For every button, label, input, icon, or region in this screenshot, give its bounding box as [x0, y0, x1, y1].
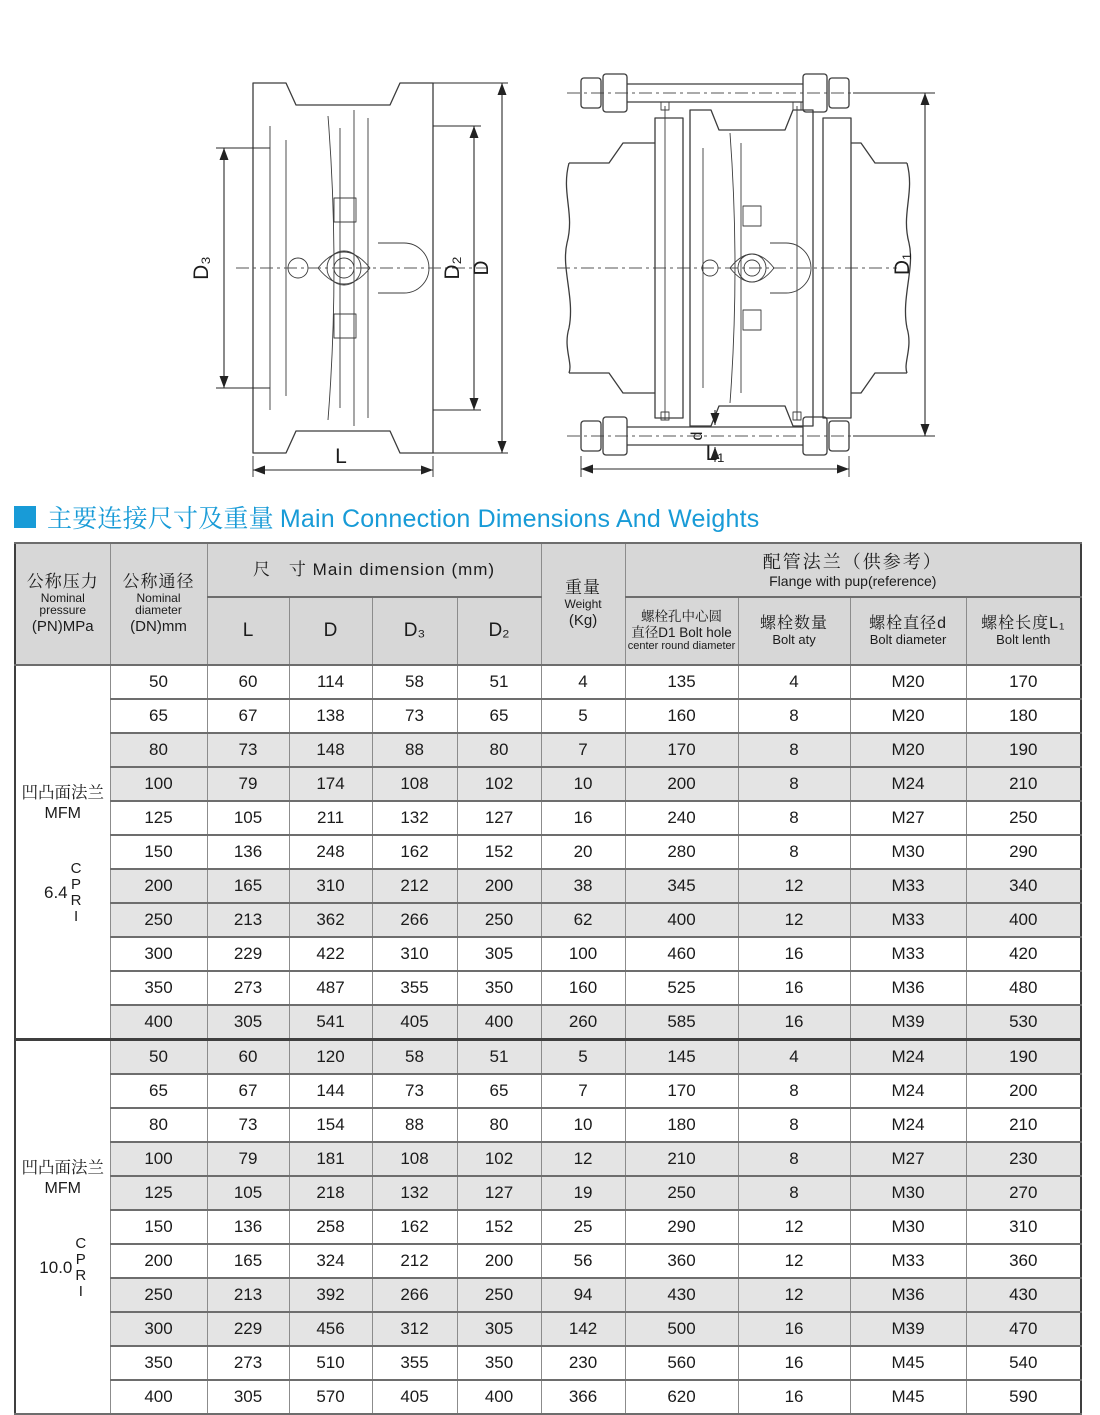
table-cell: 50 [110, 1040, 207, 1075]
table-cell: 456 [289, 1312, 372, 1346]
table-row [15, 835, 1081, 869]
header-dim-D2: D₂ [457, 597, 541, 665]
table-cell: 405 [372, 1005, 457, 1040]
table-cell: 108 [372, 1142, 457, 1176]
table-cell: 73 [372, 1074, 457, 1108]
table-cell: 180 [625, 1108, 738, 1142]
table-cell: 154 [289, 1108, 372, 1142]
table-cell: 145 [625, 1040, 738, 1075]
table-cell: M30 [850, 1176, 966, 1210]
section-title-zh: 主要连接尺寸及重量 [47, 505, 274, 533]
table-cell: 340 [966, 869, 1081, 903]
table-cell: 360 [966, 1244, 1081, 1278]
table-cell: 350 [110, 1346, 207, 1380]
table-cell: M36 [850, 971, 966, 1005]
table-cell: 12 [738, 1278, 850, 1312]
table-cell: 422 [289, 937, 372, 971]
table-cell: 125 [110, 1176, 207, 1210]
table-row [15, 1005, 1081, 1040]
header-nominal-diameter: 公称通径 Nominal diameter (DN)mm [110, 543, 207, 665]
table-cell: 12 [738, 903, 850, 937]
table-cell: M30 [850, 835, 966, 869]
table-cell: 16 [738, 1380, 850, 1414]
table-cell: 240 [625, 801, 738, 835]
table-cell: 200 [625, 767, 738, 801]
table-cell: 16 [738, 1312, 850, 1346]
table-cell: 8 [738, 1142, 850, 1176]
table-cell: 312 [372, 1312, 457, 1346]
table-cell: 470 [966, 1312, 1081, 1346]
table-cell: 250 [457, 1278, 541, 1312]
header-nominal-pressure: 公称压力 Nominal pressure (PN)MPa [15, 543, 110, 665]
table-cell: M30 [850, 1210, 966, 1244]
table-cell: 25 [541, 1210, 625, 1244]
pressure-series-label: 10.0 C P R I [39, 1234, 87, 1301]
table-cell: 132 [372, 801, 457, 835]
header-bolt-qty: 螺栓数量 Bolt aty [738, 597, 850, 665]
table-cell: M45 [850, 1346, 966, 1380]
table-cell: 4 [738, 665, 850, 699]
dim-label-d1: D₁ [891, 252, 914, 276]
table-cell: 500 [625, 1312, 738, 1346]
table-cell: 79 [207, 1142, 289, 1176]
table-cell: 250 [110, 1278, 207, 1312]
header-dim-L: L [207, 597, 289, 665]
table-cell: 350 [457, 1346, 541, 1380]
table-cell: 400 [110, 1380, 207, 1414]
table-cell: 174 [289, 767, 372, 801]
table-cell: 79 [207, 767, 289, 801]
table-cell: 51 [457, 1040, 541, 1075]
table-cell: 229 [207, 937, 289, 971]
table-cell: 200 [110, 869, 207, 903]
table-cell: 62 [541, 903, 625, 937]
table-row [15, 1108, 1081, 1142]
table-cell: 585 [625, 1005, 738, 1040]
table-cell: 4 [738, 1040, 850, 1075]
table-cell: 8 [738, 733, 850, 767]
header-dim-D: D [289, 597, 372, 665]
section-title-en: Main Connection Dimensions And Weights [279, 505, 760, 533]
table-cell: 12 [738, 1210, 850, 1244]
section-bullet-icon [14, 506, 36, 528]
table-cell: 144 [289, 1074, 372, 1108]
table-cell: 7 [541, 1074, 625, 1108]
table-cell: 400 [110, 1005, 207, 1040]
table-cell: 150 [110, 1210, 207, 1244]
table-cell: 38 [541, 869, 625, 903]
table-cell: 100 [110, 767, 207, 801]
table-cell: 160 [541, 971, 625, 1005]
table-cell: 16 [541, 801, 625, 835]
table-cell: M45 [850, 1380, 966, 1414]
table-cell: M33 [850, 937, 966, 971]
table-cell: 460 [625, 937, 738, 971]
table-cell: 102 [457, 767, 541, 801]
table-cell: 65 [457, 699, 541, 733]
dim-label-d3: D₃ [190, 256, 213, 280]
table-cell: 248 [289, 835, 372, 869]
table-cell: 80 [457, 733, 541, 767]
table-cell: 200 [966, 1074, 1081, 1108]
table-cell: 50 [110, 665, 207, 699]
table-cell: 266 [372, 1278, 457, 1312]
table-cell: 80 [110, 1108, 207, 1142]
table-cell: 525 [625, 971, 738, 1005]
table-cell: 487 [289, 971, 372, 1005]
table-cell: 305 [457, 937, 541, 971]
table-cell: 541 [289, 1005, 372, 1040]
header-bolt-hole-circle: 螺栓孔中心圆 直径D1 Bolt hole center round diameter [625, 597, 738, 665]
table-row [15, 869, 1081, 903]
header-weight: 重量 Weight (Kg) [541, 543, 625, 665]
table-cell: 165 [207, 869, 289, 903]
table-row [15, 1244, 1081, 1278]
table-row [15, 1176, 1081, 1210]
table-cell: 355 [372, 1346, 457, 1380]
table-cell: 350 [110, 971, 207, 1005]
table-cell: 218 [289, 1176, 372, 1210]
table-cell: M33 [850, 1244, 966, 1278]
table-cell: 273 [207, 1346, 289, 1380]
table-cell: 152 [457, 1210, 541, 1244]
table-cell: 136 [207, 1210, 289, 1244]
table-cell: 150 [110, 835, 207, 869]
table-cell: M36 [850, 1278, 966, 1312]
table-cell: 88 [372, 1108, 457, 1142]
table-cell: 570 [289, 1380, 372, 1414]
table-cell: 290 [966, 835, 1081, 869]
table-cell: 212 [372, 1244, 457, 1278]
table-cell: 200 [110, 1244, 207, 1278]
table-cell: 58 [372, 1040, 457, 1075]
table-row [15, 733, 1081, 767]
dim-label-l: L [335, 445, 347, 468]
table-cell: 560 [625, 1346, 738, 1380]
table-cell: 65 [110, 699, 207, 733]
table-cell: 100 [110, 1142, 207, 1176]
table-cell: 16 [738, 971, 850, 1005]
table-cell: 105 [207, 1176, 289, 1210]
table-cell: 250 [110, 903, 207, 937]
table-cell: 210 [966, 1108, 1081, 1142]
table-cell: 60 [207, 1040, 289, 1075]
table-cell: 620 [625, 1380, 738, 1414]
table-row [15, 937, 1081, 971]
table-cell: M24 [850, 1108, 966, 1142]
table-cell: 8 [738, 1176, 850, 1210]
table-cell: 12 [738, 869, 850, 903]
dim-label-l1: L₁ [705, 442, 725, 465]
table-cell: 229 [207, 1312, 289, 1346]
table-cell: 65 [110, 1074, 207, 1108]
table-cell: 260 [541, 1005, 625, 1040]
table-cell: 162 [372, 835, 457, 869]
table-row [15, 1040, 1081, 1075]
table-cell: 160 [625, 699, 738, 733]
table-cell: 270 [966, 1176, 1081, 1210]
table-cell: 210 [966, 767, 1081, 801]
table-cell: 142 [541, 1312, 625, 1346]
table-cell: 105 [207, 801, 289, 835]
table-cell: 213 [207, 1278, 289, 1312]
table-cell: 258 [289, 1210, 372, 1244]
table-header [15, 543, 1081, 665]
valve-installed-view-drawing [545, 48, 945, 480]
table-cell: 213 [207, 903, 289, 937]
table-cell: 355 [372, 971, 457, 1005]
table-cell: 8 [738, 835, 850, 869]
table-row [15, 1380, 1081, 1414]
table-cell: 211 [289, 801, 372, 835]
table-cell: 125 [110, 801, 207, 835]
table-cell: 212 [372, 869, 457, 903]
table-cell: 152 [457, 835, 541, 869]
table-cell: 80 [457, 1108, 541, 1142]
section-title [47, 499, 759, 535]
table-cell: M20 [850, 665, 966, 699]
table-cell: M20 [850, 733, 966, 767]
table-cell: 530 [966, 1005, 1081, 1040]
technical-drawings [0, 0, 1100, 498]
table-cell: 350 [457, 971, 541, 1005]
table-cell: 170 [966, 665, 1081, 699]
table-cell: 230 [966, 1142, 1081, 1176]
table-cell: 360 [625, 1244, 738, 1278]
table-row [15, 1210, 1081, 1244]
table-cell: 273 [207, 971, 289, 1005]
table-cell: 230 [541, 1346, 625, 1380]
flange-face-label: 凹凸面法兰 MFM [21, 783, 104, 822]
table-cell: 345 [625, 869, 738, 903]
row-group-label [15, 665, 110, 1040]
table-cell: 590 [966, 1380, 1081, 1414]
table-cell: 170 [625, 733, 738, 767]
table-cell: 19 [541, 1176, 625, 1210]
table-cell: 136 [207, 835, 289, 869]
header-dim-D3: D₃ [372, 597, 457, 665]
table-cell: 51 [457, 665, 541, 699]
table-cell: 5 [541, 699, 625, 733]
table-cell: M24 [850, 1040, 966, 1075]
table-cell: 8 [738, 1074, 850, 1108]
table-cell: 280 [625, 835, 738, 869]
dim-label-d: D [470, 260, 493, 276]
table-cell: 67 [207, 699, 289, 733]
table-cell: 8 [738, 699, 850, 733]
table-cell: 127 [457, 1176, 541, 1210]
table-cell: 10 [541, 1108, 625, 1142]
table-cell: 300 [110, 1312, 207, 1346]
header-bolt-diameter: 螺栓直径d Bolt diameter [850, 597, 966, 665]
table-cell: 181 [289, 1142, 372, 1176]
table-cell: 420 [966, 937, 1081, 971]
table-cell: M39 [850, 1005, 966, 1040]
table-cell: 250 [625, 1176, 738, 1210]
table-cell: 148 [289, 733, 372, 767]
table-cell: 210 [625, 1142, 738, 1176]
table-cell: 162 [372, 1210, 457, 1244]
table-cell: 430 [625, 1278, 738, 1312]
table-cell: 80 [110, 733, 207, 767]
table-cell: 88 [372, 733, 457, 767]
table-cell: 73 [207, 733, 289, 767]
table-row [15, 971, 1081, 1005]
table-cell: 100 [541, 937, 625, 971]
table-cell: 480 [966, 971, 1081, 1005]
pressure-series-label: 6.4 C P R I [44, 859, 82, 926]
table-row [15, 699, 1081, 733]
table-cell: 366 [541, 1380, 625, 1414]
table-cell: 165 [207, 1244, 289, 1278]
table-cell: 16 [738, 937, 850, 971]
table-cell: 65 [457, 1074, 541, 1108]
row-group-label [15, 1040, 110, 1415]
table-cell: 400 [625, 903, 738, 937]
table-cell: 73 [207, 1108, 289, 1142]
table-cell: 73 [372, 699, 457, 733]
table-cell: 114 [289, 665, 372, 699]
table-cell: 12 [541, 1142, 625, 1176]
table-row [15, 767, 1081, 801]
table-cell: 305 [207, 1005, 289, 1040]
header-main-dimension-group: 尺 寸 Main dimension (mm) [207, 543, 541, 597]
table-cell: M33 [850, 903, 966, 937]
section-title-row [14, 502, 1100, 532]
table-cell: M24 [850, 1074, 966, 1108]
table-cell: 305 [457, 1312, 541, 1346]
table-cell: 67 [207, 1074, 289, 1108]
table-cell: 94 [541, 1278, 625, 1312]
table-cell: 250 [457, 903, 541, 937]
table-cell: 430 [966, 1278, 1081, 1312]
valve-side-view-drawing [178, 58, 508, 478]
table-cell: 16 [738, 1346, 850, 1380]
table-cell: 58 [372, 665, 457, 699]
table-cell: 190 [966, 733, 1081, 767]
table-cell: 5 [541, 1040, 625, 1075]
table-body [15, 665, 1081, 1414]
table-cell: 300 [110, 937, 207, 971]
table-cell: 8 [738, 801, 850, 835]
table-row [15, 1142, 1081, 1176]
table-cell: 200 [457, 869, 541, 903]
table-cell: 190 [966, 1040, 1081, 1075]
table-cell: 510 [289, 1346, 372, 1380]
table-cell: 400 [457, 1380, 541, 1414]
table-cell: M27 [850, 801, 966, 835]
table-cell: 108 [372, 767, 457, 801]
dim-label-d2: D₂ [441, 256, 464, 280]
table-cell: 20 [541, 835, 625, 869]
table-row [15, 1074, 1081, 1108]
table-cell: 362 [289, 903, 372, 937]
table-cell: 266 [372, 903, 457, 937]
table-cell: 400 [457, 1005, 541, 1040]
table-cell: 305 [207, 1380, 289, 1414]
table-row [15, 1278, 1081, 1312]
table-cell: 120 [289, 1040, 372, 1075]
table-row [15, 1346, 1081, 1380]
table-row [15, 903, 1081, 937]
table-cell: 8 [738, 1108, 850, 1142]
table-cell: 56 [541, 1244, 625, 1278]
header-flange-group: 配管法兰（供参考） Flange with pup(reference) [625, 543, 1081, 597]
table-cell: 135 [625, 665, 738, 699]
dimensions-table [14, 542, 1082, 1415]
table-cell: 7 [541, 733, 625, 767]
table-cell: 10 [541, 767, 625, 801]
table-cell: M20 [850, 699, 966, 733]
table-row [15, 1312, 1081, 1346]
table-row [15, 801, 1081, 835]
table-cell: 12 [738, 1244, 850, 1278]
flange-face-label: 凹凸面法兰 MFM [21, 1158, 104, 1197]
table-cell: 8 [738, 767, 850, 801]
table-cell: 180 [966, 699, 1081, 733]
table-cell: 4 [541, 665, 625, 699]
table-cell: M27 [850, 1142, 966, 1176]
table-cell: 540 [966, 1346, 1081, 1380]
table-cell: 127 [457, 801, 541, 835]
table-cell: 400 [966, 903, 1081, 937]
table-cell: 200 [457, 1244, 541, 1278]
table-cell: 60 [207, 665, 289, 699]
table-cell: 16 [738, 1005, 850, 1040]
dim-label-d-small: d [689, 431, 706, 441]
table-cell: M33 [850, 869, 966, 903]
table-cell: 132 [372, 1176, 457, 1210]
table-row [15, 665, 1081, 699]
table-cell: 405 [372, 1380, 457, 1414]
header-bolt-length: 螺栓长度L₁ Bolt lenth [966, 597, 1081, 665]
table-cell: 102 [457, 1142, 541, 1176]
table-cell: 290 [625, 1210, 738, 1244]
table-cell: 170 [625, 1074, 738, 1108]
table-cell: 310 [966, 1210, 1081, 1244]
table-cell: 138 [289, 699, 372, 733]
table-cell: 250 [966, 801, 1081, 835]
table-cell: M24 [850, 767, 966, 801]
table-cell: 310 [289, 869, 372, 903]
table-cell: M39 [850, 1312, 966, 1346]
table-cell: 324 [289, 1244, 372, 1278]
table-cell: 392 [289, 1278, 372, 1312]
table-cell: 310 [372, 937, 457, 971]
